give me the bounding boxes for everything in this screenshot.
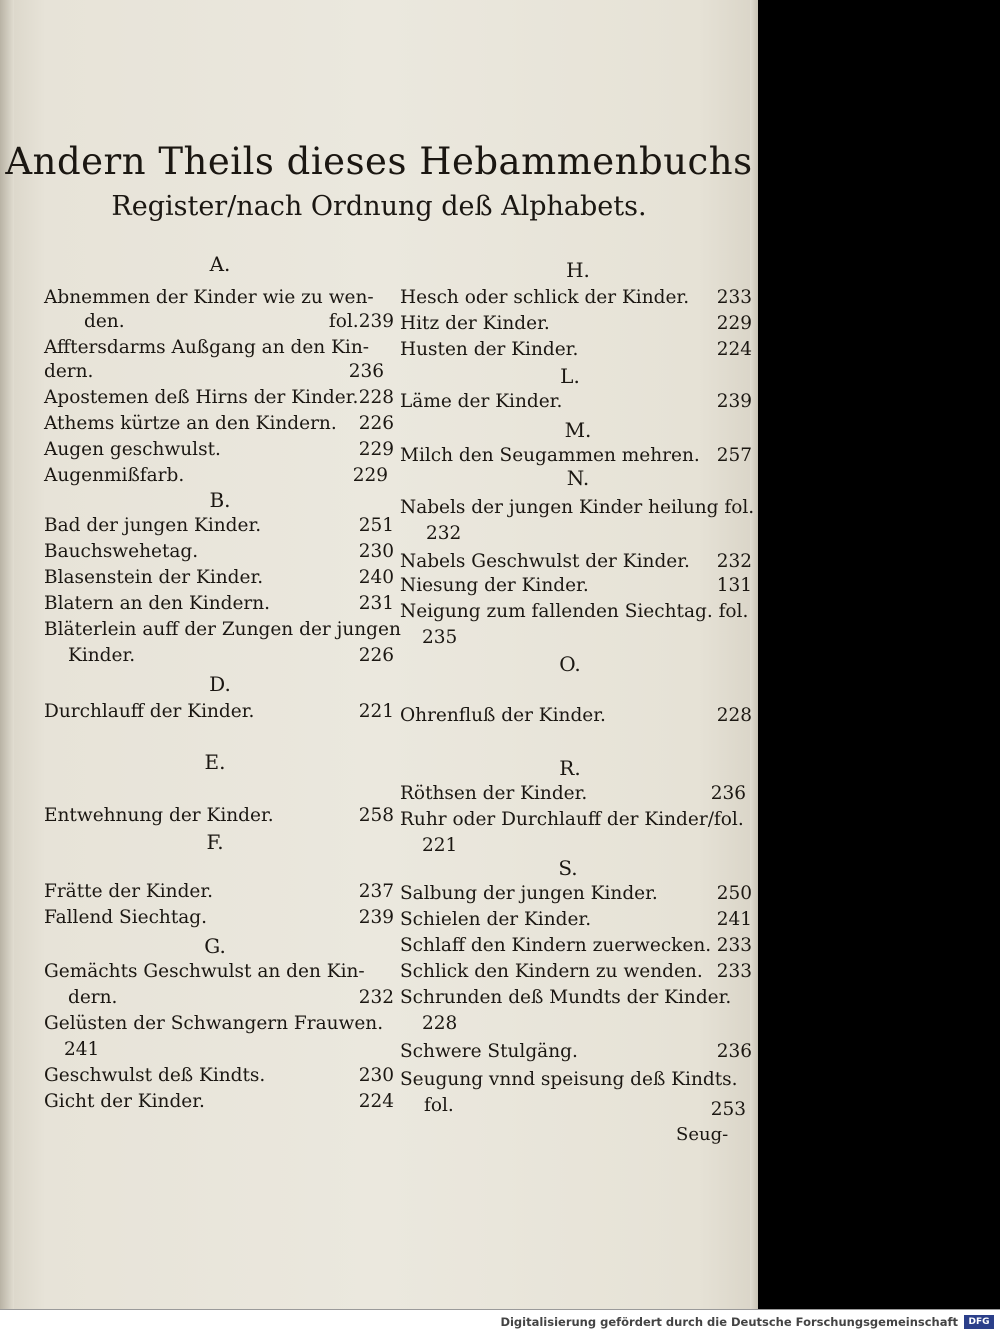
register-entry: Ohrenfluß der Kinder. 228 (400, 705, 752, 726)
register-entry: Blasenstein der Kinder. 240 (44, 567, 394, 588)
register-entry: Apostemen deß Hirns der Kinder. 228 (44, 387, 394, 408)
register-entry: Kinder. 226 (68, 645, 394, 666)
register-entry: 228 (422, 1013, 458, 1034)
register-entry: Augen geschwulst. 229 (44, 439, 394, 460)
funding-notice: Digitalisierung gefördert durch die Deutsche Forschungsgemeinschaft (500, 1315, 958, 1329)
register-entry: dern. 236 (44, 361, 384, 382)
register-entry: 221 (422, 835, 458, 856)
register-entry: Milch den Seugammen mehren. 257 (400, 445, 752, 466)
register-entry: Schwere Stulgäng. 236 (400, 1041, 752, 1062)
section-letter-o: O. (559, 652, 581, 676)
register-entry: Nabels der jungen Kinder heilung fol. (400, 497, 755, 518)
section-letter-s: S. (558, 856, 578, 880)
register-entry: den. fol.239 (84, 311, 394, 332)
footer-bar (0, 1309, 1000, 1335)
register-entry: Neigung zum fallenden Siechtag. fol. (400, 601, 749, 622)
section-letter-g: G. (204, 934, 226, 958)
register-entry: Röthsen der Kinder. 236 (400, 783, 746, 804)
register-entry: Salbung der jungen Kinder. 250 (400, 883, 752, 904)
page-title: Andern Theils dieses Hebammenbuchs (5, 140, 753, 183)
register-entry: Niesung der Kinder. 131 (400, 575, 752, 596)
register-entry: Bläterlein auff der Zungen der jungen (44, 619, 401, 640)
register-entry: Schlaff den Kindern zuerwecken. 233 (400, 935, 752, 956)
dfg-logo: DFG (964, 1315, 994, 1329)
register-entry: Schrunden deß Mundts der Kinder. (400, 987, 732, 1008)
section-letter-b: B. (209, 488, 231, 512)
register-entry: Geschwulst deß Kindts. 230 (44, 1065, 394, 1086)
section-letter-m: M. (564, 418, 592, 442)
register-entry: dern. 232 (68, 987, 394, 1008)
section-letter-h: H. (566, 258, 590, 282)
register-entry: Gicht der Kinder. 224 (44, 1091, 394, 1112)
register-entry: Hitz der Kinder. 229 (400, 313, 752, 334)
register-entry: Hesch oder schlick der Kinder. 233 (400, 287, 752, 308)
section-letter-l: L. (560, 364, 580, 388)
register-entry: 232 (426, 523, 462, 544)
register-entry: 241 (64, 1039, 100, 1060)
page-subtitle: Register/nach Ordnung deß Alphabets. (111, 191, 647, 222)
section-letter-e: E. (204, 750, 226, 774)
register-entry: 235 (422, 627, 458, 648)
register-entry: Husten der Kinder. 224 (400, 339, 752, 360)
register-entry: Schlick den Kindern zu wenden. 233 (400, 961, 752, 982)
register-entry: Durchlauff der Kinder. 221 (44, 701, 394, 722)
register-entry: Abnemmen der Kinder wie zu wen- (44, 287, 374, 308)
register-entry: Nabels Geschwulst der Kinder. 232 (400, 551, 752, 572)
section-letter-n: N. (566, 466, 590, 490)
register-entry: Entwehnung der Kinder. 258 (44, 805, 394, 826)
register-entry: Gelüsten der Schwangern Frauwen. (44, 1013, 384, 1034)
register-entry: Blatern an den Kindern. 231 (44, 593, 394, 614)
section-letter-f: F. (206, 830, 224, 854)
section-letter-a: A. (209, 252, 231, 276)
register-entry: fol. 253 (424, 1095, 746, 1120)
register-entry: Ruhr oder Durchlauff der Kinder/fol. (400, 809, 744, 830)
register-entry: Fallend Siechtag. 239 (44, 907, 394, 928)
register-entry: Bauchswehetag. 230 (44, 541, 394, 562)
register-entry: Athems kürtze an den Kindern. 226 (44, 413, 394, 434)
register-entry: Bad der jungen Kinder. 251 (44, 515, 394, 536)
register-entry: Afftersdarms Außgang an den Kin- (44, 337, 369, 358)
section-letter-r: R. (559, 756, 581, 780)
section-letter-d: D. (209, 672, 231, 696)
register-entry: Läme der Kinder. 239 (400, 391, 752, 412)
register-entry: Schielen der Kinder. 241 (400, 909, 752, 930)
register-entry: Gemächts Geschwulst an den Kin- (44, 961, 365, 982)
register-entry: Seugung vnnd speisung deß Kindts. (400, 1069, 738, 1090)
catchword: Seug- (676, 1124, 729, 1145)
register-entry: Frätte der Kinder. 237 (44, 881, 394, 902)
register-entry: Augenmißfarb. 229 (44, 465, 388, 486)
